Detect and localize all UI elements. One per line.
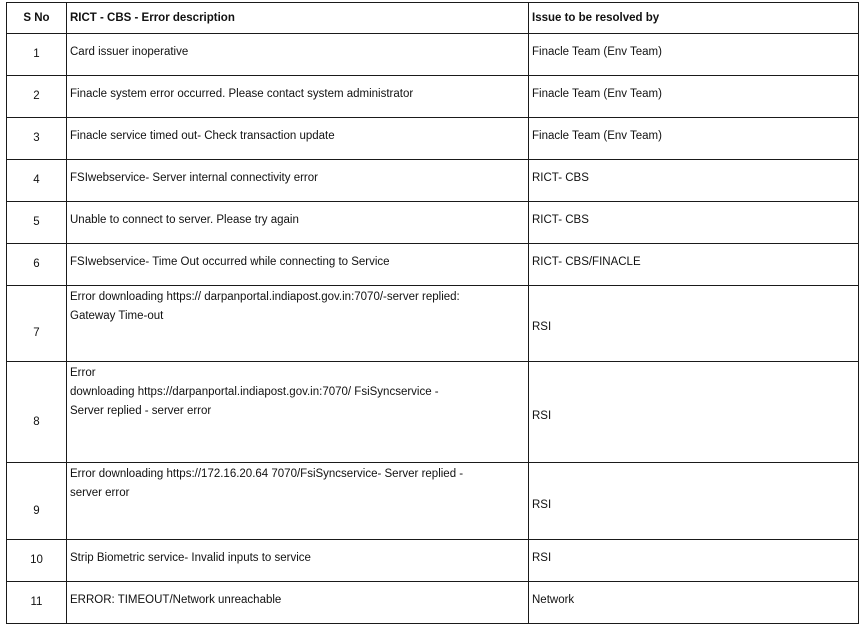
row-sno: 1: [7, 34, 67, 76]
row-sno: 11: [7, 582, 67, 624]
table-row: [7, 362, 859, 463]
row-description: FSIwebservice- Server internal connectivity error: [67, 160, 529, 202]
row-description: Unable to connect to server. Please try again: [67, 202, 529, 244]
row-resolver: Finacle Team (Env Team): [529, 118, 859, 160]
row-sno: 8: [7, 362, 67, 463]
row-description: [67, 463, 529, 540]
row-resolver: Network: [529, 582, 859, 624]
column-header-resolver: Issue to be resolved by: [529, 3, 859, 34]
row-sno: 5: [7, 202, 67, 244]
error-resolution-table: [6, 2, 859, 624]
table-row: [7, 244, 859, 286]
row-sno: 10: [7, 540, 67, 582]
description-line: Error: [70, 367, 96, 379]
table-row: [7, 76, 859, 118]
row-resolver: RSI: [529, 463, 859, 540]
row-sno: 9: [7, 463, 67, 540]
table-row: [7, 118, 859, 160]
row-description: Finacle system error occurred. Please contact system administrator: [67, 76, 529, 118]
row-resolver: RICT- CBS: [529, 202, 859, 244]
row-description: Card issuer inoperative: [67, 34, 529, 76]
table-row: [7, 286, 859, 362]
description-line: Error downloading https://172.16.20.64 7070/FsiSyncservice- Server replied -: [70, 468, 464, 480]
row-description: Finacle service timed out- Check transaction update: [67, 118, 529, 160]
table-row: [7, 202, 859, 244]
description-line: Error downloading https:// darpanportal.indiapost.gov.in:7070/-server replied:: [70, 291, 460, 303]
table-row: [7, 34, 859, 76]
row-resolver: Finacle Team (Env Team): [529, 76, 859, 118]
row-sno: 7: [7, 286, 67, 362]
table-header-row: [7, 3, 859, 34]
description-line: Server replied - server error: [70, 405, 212, 417]
row-sno: 3: [7, 118, 67, 160]
row-sno: 4: [7, 160, 67, 202]
row-description: FSIwebservice- Time Out occurred while connecting to Service: [67, 244, 529, 286]
description-line: downloading https://darpanportal.indiapost.gov.in:7070/ FsiSyncservice -: [70, 386, 439, 398]
row-sno: 2: [7, 76, 67, 118]
row-description: [67, 286, 529, 362]
row-resolver: RICT- CBS/FINACLE: [529, 244, 859, 286]
row-description: ERROR: TIMEOUT/Network unreachable: [67, 582, 529, 624]
row-description: Strip Biometric service- Invalid inputs to service: [67, 540, 529, 582]
row-resolver: RSI: [529, 540, 859, 582]
column-header-sno: S No: [7, 3, 67, 34]
table-row: [7, 540, 859, 582]
row-description: [67, 362, 529, 463]
description-line: Gateway Time-out: [70, 310, 164, 322]
row-resolver: RSI: [529, 286, 859, 362]
row-resolver: RSI: [529, 362, 859, 463]
table-row: [7, 582, 859, 624]
table-row: [7, 160, 859, 202]
column-header-description: RICT - CBS - Error description: [67, 3, 529, 34]
row-resolver: Finacle Team (Env Team): [529, 34, 859, 76]
row-resolver: RICT- CBS: [529, 160, 859, 202]
table-row: [7, 463, 859, 540]
description-line: server error: [70, 487, 130, 499]
row-sno: 6: [7, 244, 67, 286]
